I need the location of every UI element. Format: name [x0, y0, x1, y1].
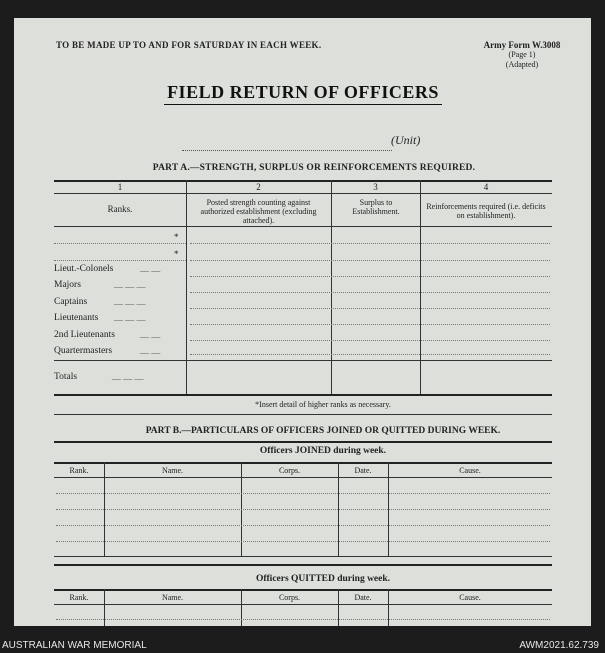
quitted-col-date: Date. — [354, 593, 372, 602]
quitted-title: Officers QUITTED during week. — [255, 574, 391, 584]
part-a-heading: PART A.—STRENGTH, SURPLUS OR REINFORCEMENTS REQUIRED. — [152, 163, 476, 173]
col-header-surplus: Surplus to Establishment. — [352, 198, 400, 216]
star-mark: * — [174, 232, 179, 242]
unit-field[interactable] — [182, 140, 392, 151]
rank-captains: Captains — [54, 297, 88, 307]
rank-totals: Totals — [54, 372, 78, 382]
rank-lieut-colonels: Lieut.-Colonels — [54, 264, 114, 274]
rank-lieutenants: Lieutenants — [54, 313, 99, 323]
form-paper: TO BE MADE UP TO AND FOR SATURDAY IN EACH WEEK. Army Form W.3008 (Page 1) (Adapted) FIELD RETURN OF OFFICERS (Unit) PART A.—STRENGTH, SURPLUS OR REINFORCEMENTS REQUIRED. 1 2 3 4 Ranks. Posted strength counting against authorized establishment (excluding attached). Surplus to Establishment. Reinforcements required (i.e. deficits on establishment). * * Lieut.-Colonels Majors Captains Lieutenants 2nd Lieutenants Quartermasters Totals — — — — — — — — — — — — — — — — — — *Insert detail of higher ranks as necessary. PART B.—PARTICULARS OF OFFICERS JOINED OR QUITTED DURING WEEK. Officers JOINED during week. Rank. Name. Corps. Date. Cause. Officers QUITTED during week. Rank. Name. Corps. Date. Cause. — [14, 18, 591, 626]
form-number-block — [462, 40, 582, 70]
col-header-ranks: Ranks. — [107, 204, 133, 214]
header-instruction: TO BE MADE UP TO AND FOR SATURDAY IN EACH WEEK. — [56, 40, 322, 50]
quitted-col-corps: Corps. — [278, 593, 301, 602]
part-a-footnote: *Insert detail of higher ranks as necessary. — [255, 400, 391, 409]
col-header-posted-strength: Posted strength counting against authorized establishment (excluding attached). — [200, 198, 317, 225]
rank-majors: Majors — [54, 280, 81, 290]
unit-label: (Unit) — [391, 133, 421, 147]
joined-col-name: Name. — [161, 466, 184, 475]
joined-col-corps: Corps. — [278, 466, 301, 475]
part-b-heading: PART B.—PARTICULARS OF OFFICERS JOINED OR QUITTED DURING WEEK. — [145, 426, 501, 436]
joined-col-rank: Rank. — [69, 466, 89, 475]
footer-source: AUSTRALIAN WAR MEMORIAL — [2, 640, 147, 651]
form-page: (Page 1) — [508, 50, 536, 59]
quitted-col-name: Name. — [161, 593, 184, 602]
quitted-col-rank: Rank. — [69, 593, 89, 602]
col-number-1: 1 — [117, 182, 123, 192]
col-number-2: 2 — [256, 182, 261, 192]
col-number-4: 4 — [483, 182, 489, 192]
col-number-3: 3 — [373, 182, 378, 192]
form-number: Army Form W.3008 — [483, 40, 561, 50]
footer-accession-number: AWM2021.62.739 — [519, 640, 599, 651]
star-mark: * — [174, 249, 179, 259]
quitted-col-cause: Cause. — [459, 593, 481, 602]
joined-col-cause: Cause. — [459, 466, 481, 475]
col-header-reinforcements: Reinforcements required (i.e. deficits on establishment). — [426, 202, 546, 220]
page-title: FIELD RETURN OF OFFICERS — [164, 82, 442, 105]
rank-2nd-lieutenants: 2nd Lieutenants — [54, 330, 115, 340]
joined-col-date: Date. — [354, 466, 372, 475]
form-note: (Adapted) — [505, 60, 539, 69]
rank-quartermasters: Quartermasters — [54, 346, 113, 356]
joined-title: Officers JOINED during week. — [259, 446, 387, 456]
